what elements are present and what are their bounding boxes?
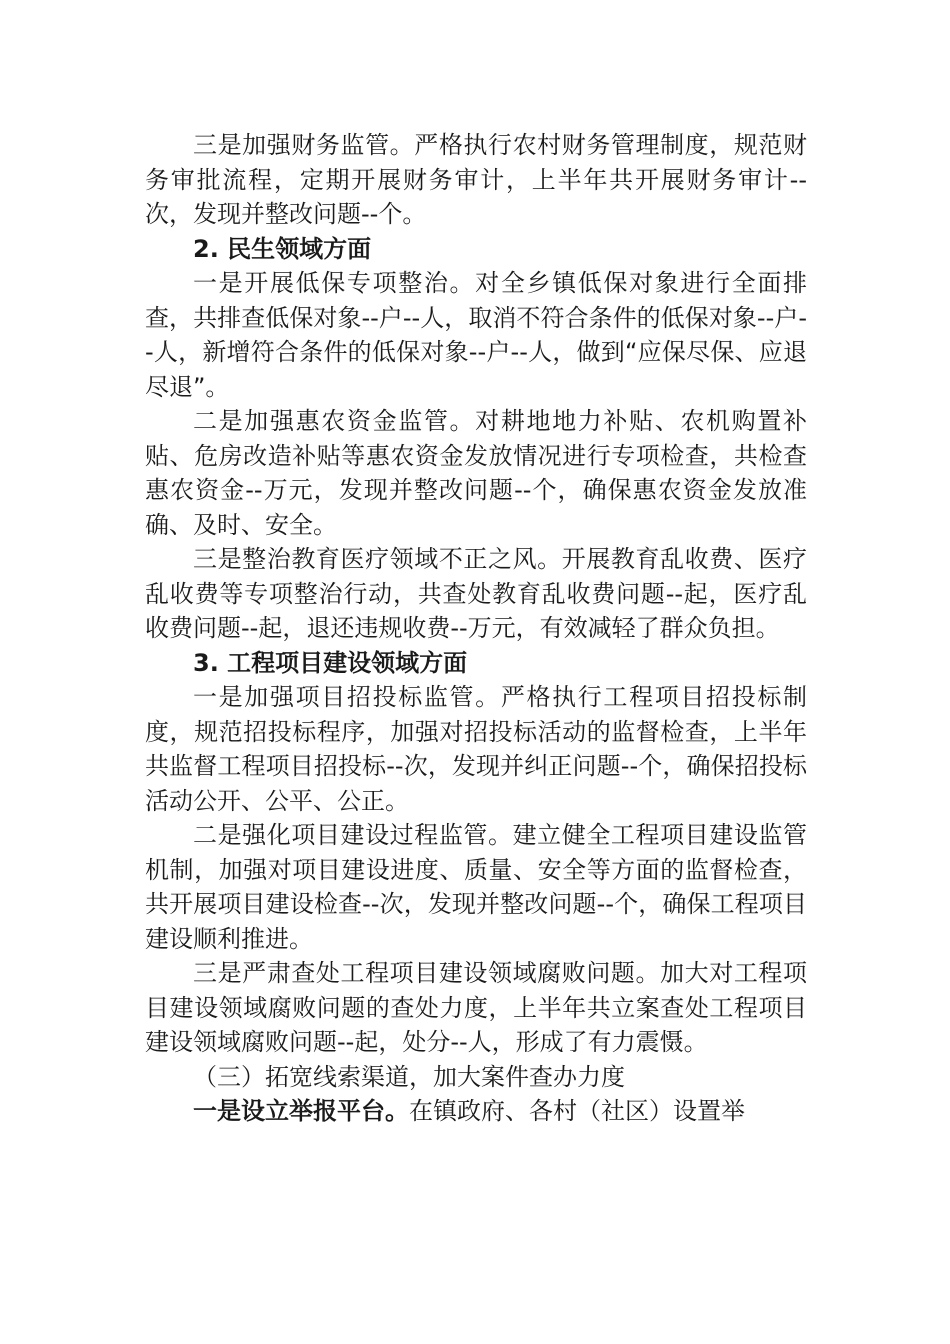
document-page: [145, 128, 807, 1129]
paragraph-finance-supervision: 三是加强财务监管。严格执行农村财务管理制度，规范财务审批流程，定期开展财务审计，上半年共开展财务审计--次，发现并整改问题--个。: [145, 131, 807, 228]
paragraph-bidding-supervision: 一是加强项目招投标监管。严格执行工程项目招投标制度，规范招投标程序，加强对招投标活动的监督检查，上半年共监督工程项目招投标--次，发现并纠正问题--个，确保招投标活动公开、公平、公正。: [145, 683, 807, 815]
paragraph-education-medical: 三是整治教育医疗领域不正之风。开展教育乱收费、医疗乱收费等专项整治行动，共查处教育乱收费问题--起，医疗乱收费问题--起，退还违规收费--万元，有效减轻了群众负担。: [145, 545, 807, 642]
paragraph-lead-text: 一是设立举报平台。: [193, 1097, 409, 1125]
paragraph-body-text: 在镇政府、各村（社区）设置举: [409, 1097, 745, 1125]
heading-livelihood: 2. 民生领域方面: [193, 234, 372, 263]
section-title-clue-channels: （三）拓宽线索渠道，加大案件查办力度: [193, 1062, 625, 1091]
paragraph-agri-funds: 二是加强惠农资金监管。对耕地地力补贴、农机购置补贴、危房改造补贴等惠农资金发放情况进行专项检查，共检查惠农资金--万元，发现并整改问题--个，确保惠农资金发放准确、及时、安全。: [145, 407, 807, 539]
paragraph-construction-process: 二是强化项目建设过程监管。建立健全工程项目建设监管机制，加强对项目建设进度、质量、安全等方面的监督检查，共开展项目建设检查--次，发现并整改问题--个，确保工程项目建设顺利推进。: [145, 821, 807, 953]
paragraph-report-platform: [145, 1094, 807, 1129]
paragraph-corruption-investigation: 三是严肃查处工程项目建设领域腐败问题。加大对工程项目建设领域腐败问题的查处力度，上半年共立案查处工程项目建设领域腐败问题--起，处分--人，形成了有力震慑。: [145, 959, 807, 1056]
paragraph-dibao-rectification: 一是开展低保专项整治。对全乡镇低保对象进行全面排查，共排查低保对象--户--人，取消不符合条件的低保对象--户--人，新增符合条件的低保对象--户--人，做到“应保尽保、应退尽退”。: [145, 269, 807, 401]
heading-engineering: 3. 工程项目建设领域方面: [193, 648, 468, 677]
